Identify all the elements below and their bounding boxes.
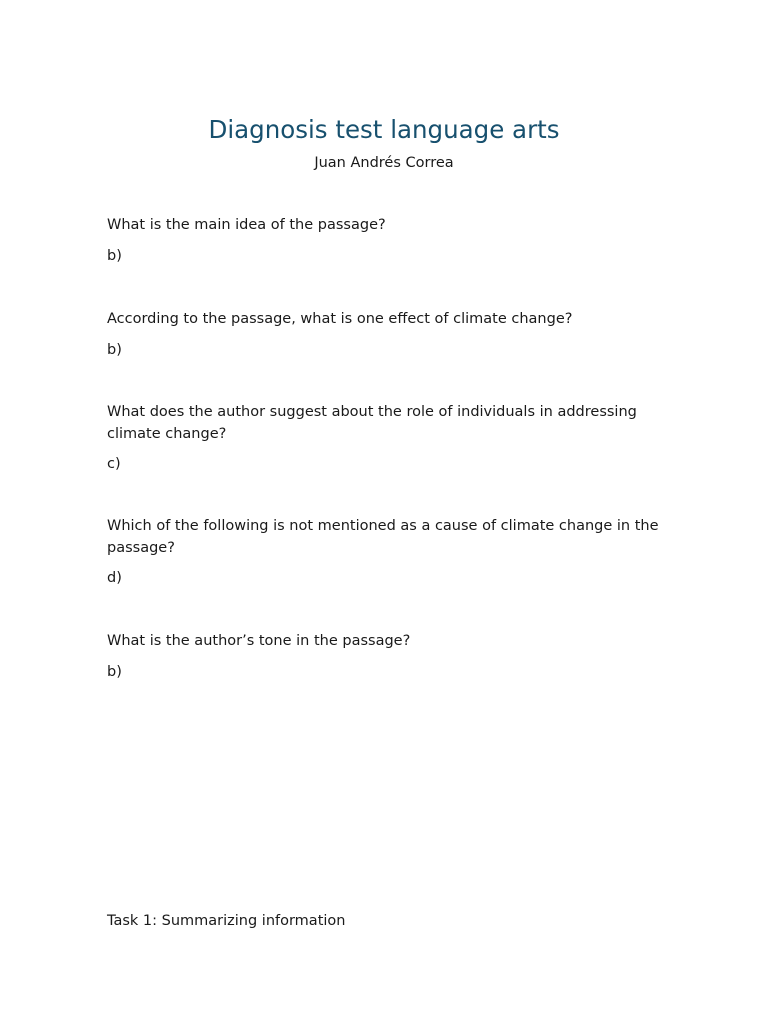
answer-text: b)	[107, 341, 122, 358]
document-title: Diagnosis test language arts	[208, 115, 560, 144]
task-heading: Task 1: Summarizing information	[107, 913, 346, 929]
question-block	[107, 516, 663, 590]
question-text: Which of the following is not mentioned as a cause of climate change in the passage?	[107, 518, 659, 556]
answer-text: b)	[107, 247, 122, 264]
question-block	[107, 631, 663, 683]
question-text: What does the author suggest about the role of individuals in addressing climate change?	[107, 404, 637, 442]
answer-text: d)	[107, 570, 122, 586]
question-block	[107, 402, 663, 476]
document-author: Juan Andrés Correa	[314, 155, 454, 171]
answer-text: b)	[107, 663, 122, 680]
answer-text: c)	[107, 456, 121, 472]
question-text: What is the main idea of the passage?	[107, 217, 386, 233]
question-text: What is the author’s tone in the passage?	[107, 633, 411, 649]
question-block	[107, 215, 663, 267]
question-text: According to the passage, what is one effect of climate change?	[107, 311, 573, 327]
question-block	[107, 309, 663, 361]
